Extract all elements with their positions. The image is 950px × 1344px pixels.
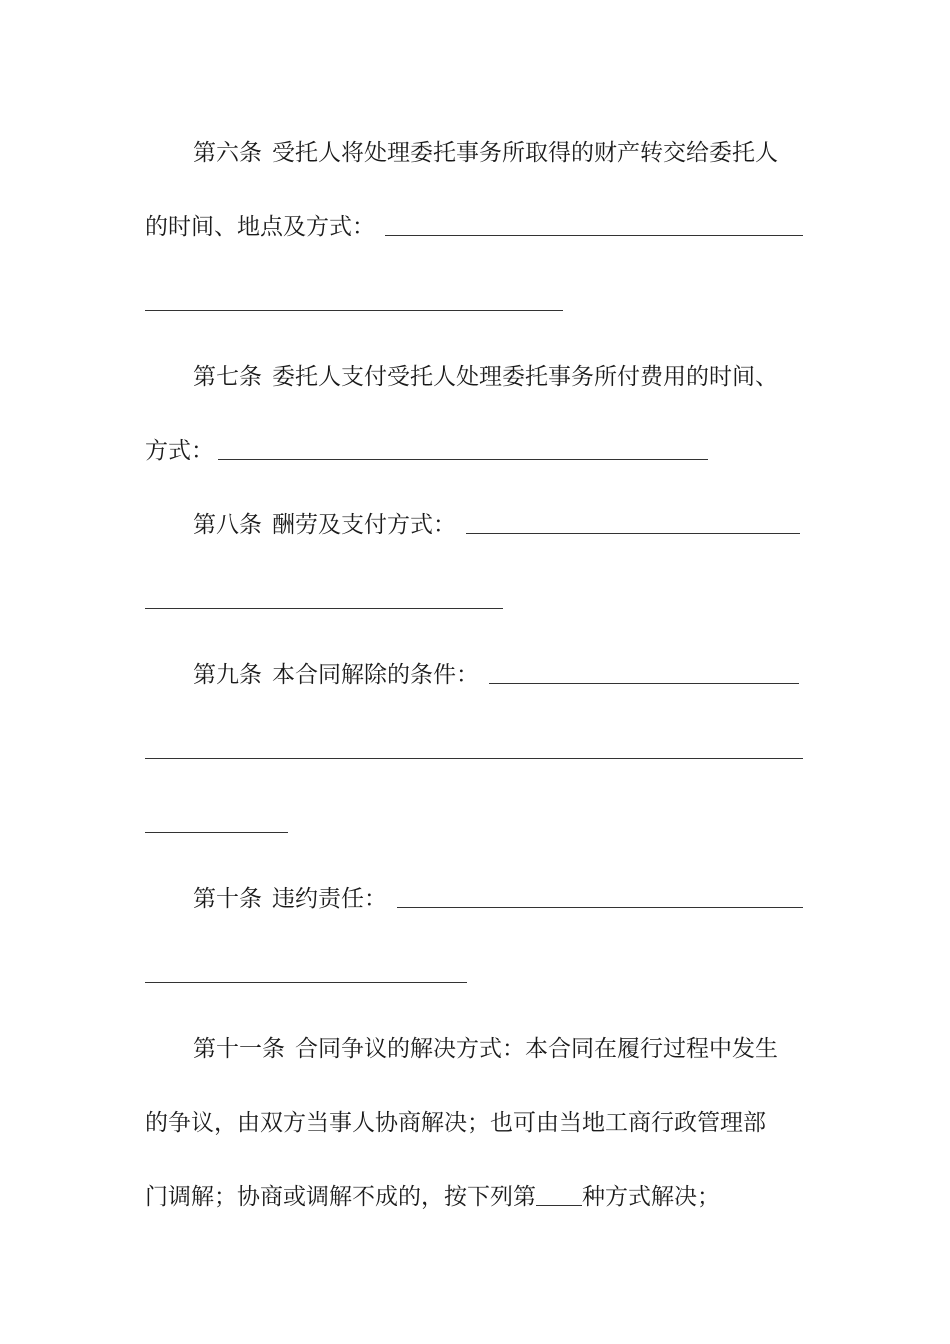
- article-9-blank-1[interactable]: [489, 682, 799, 684]
- article-11-line-2: [145, 1108, 766, 1138]
- article-9-blank-3[interactable]: [145, 832, 288, 833]
- article-6-line-2: [145, 212, 803, 242]
- article-9-line-1: [193, 660, 799, 690]
- article-8-number: 第八条: [193, 512, 262, 538]
- article-6-blank-2[interactable]: [145, 310, 563, 311]
- article-6-text-1: 受托人将处理委托事务所取得的财产转交给委托人: [272, 140, 778, 166]
- article-6-line-1: [193, 138, 778, 168]
- article-10-blank-1[interactable]: [397, 906, 803, 908]
- article-11-text-3a: 门调解；协商或调解不成的，按下列第: [145, 1184, 536, 1210]
- article-7-number: 第七条: [193, 364, 262, 390]
- article-10-line-1: [193, 884, 803, 914]
- article-11-text-2: 的争议，由双方当事人协商解决；也可由当地工商行政管理部: [145, 1110, 766, 1136]
- article-8-blank-1[interactable]: [466, 532, 800, 534]
- article-7-blank-1[interactable]: [218, 458, 708, 460]
- article-9-number: 第九条: [193, 662, 262, 688]
- article-11-line-1: [193, 1034, 778, 1064]
- article-8-line-1: [193, 510, 800, 540]
- article-8-text-1: 酬劳及支付方式：: [272, 512, 456, 538]
- article-6-text-2: 的时间、地点及方式：: [145, 214, 375, 240]
- article-8-blank-2[interactable]: [145, 608, 503, 609]
- article-10-number: 第十条: [193, 886, 262, 912]
- article-11-number: 第十一条: [193, 1036, 285, 1062]
- article-11-text-3b: 种方式解决；: [582, 1184, 720, 1210]
- article-7-text-2: 方式：: [145, 438, 214, 464]
- article-6-blank-1[interactable]: [385, 234, 803, 236]
- article-7-line-2: [145, 436, 708, 466]
- article-9-text-1: 本合同解除的条件：: [272, 662, 479, 688]
- article-10-blank-2[interactable]: [145, 982, 467, 983]
- article-7-line-1: [193, 362, 778, 392]
- article-7-text-1: 委托人支付受托人处理委托事务所付费用的时间、: [272, 364, 778, 390]
- article-11-line-3: [145, 1182, 720, 1212]
- article-9-blank-2[interactable]: [145, 758, 803, 759]
- article-11-choice-blank[interactable]: [536, 1204, 582, 1206]
- article-11-text-1: 合同争议的解决方式：本合同在履行过程中发生: [295, 1036, 778, 1062]
- article-6-number: 第六条: [193, 140, 262, 166]
- article-10-text-1: 违约责任：: [272, 886, 387, 912]
